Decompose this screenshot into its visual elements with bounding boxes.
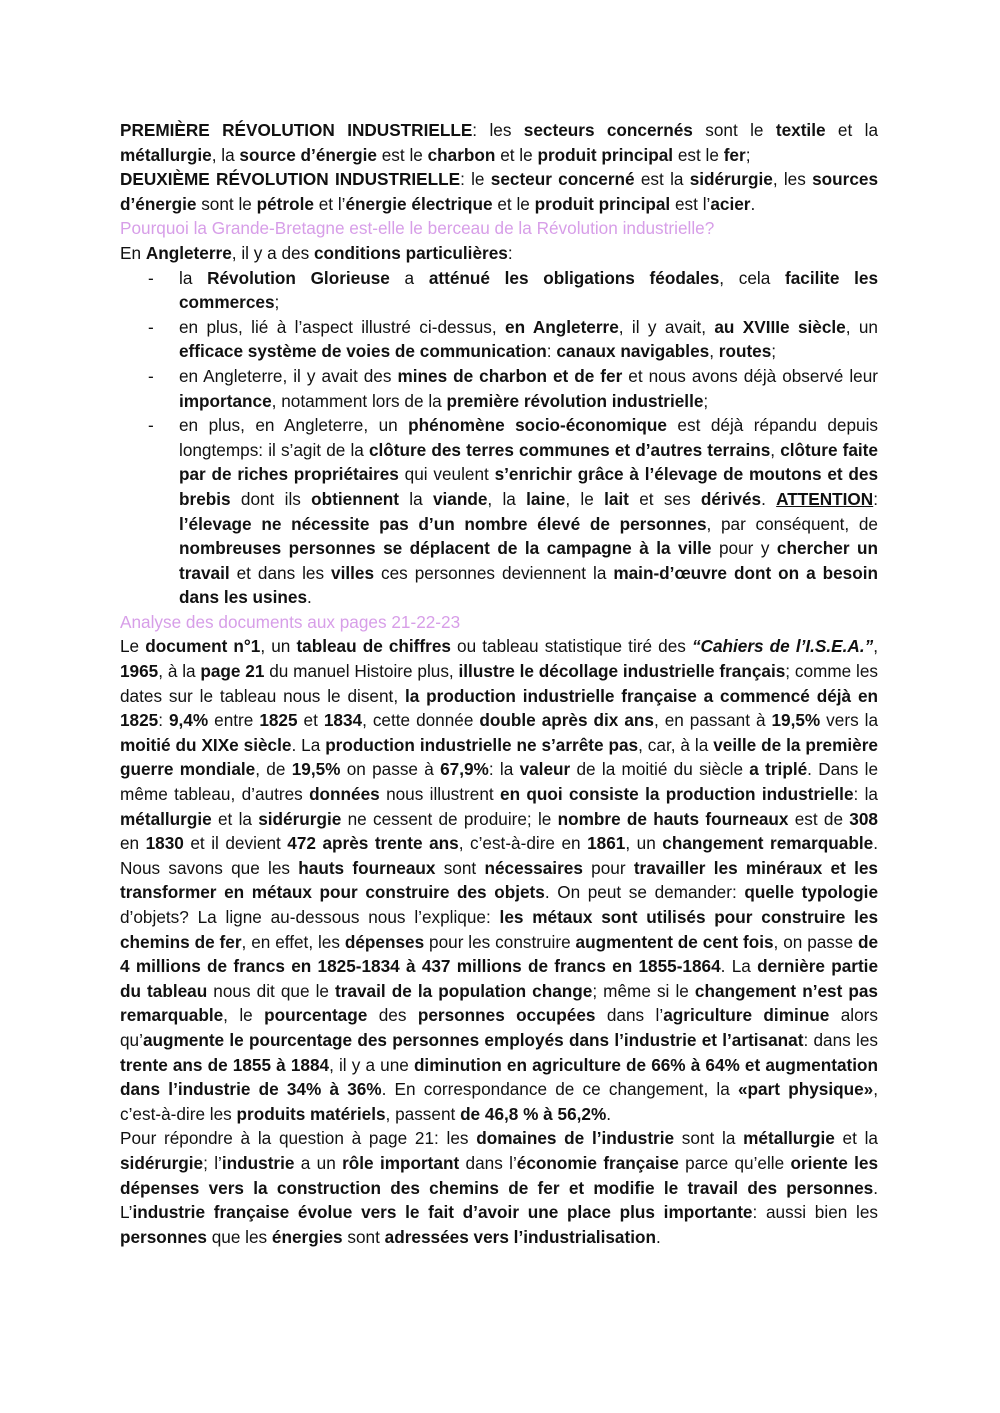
- emphasized-text: canaux navigables: [556, 341, 710, 362]
- text-run: :: [507, 242, 513, 263]
- emphasized-text: première révolution industrielle: [446, 390, 704, 411]
- text-run: est le: [376, 144, 428, 165]
- text-run: . Dans le même tableau, d’autres: [120, 759, 879, 805]
- emphasized-text: travailler les minéraux et les transformer en métaux pour construire des objets: [120, 857, 878, 903]
- text-run: sont: [342, 1226, 385, 1247]
- emphasized-text: en quoi consiste la production industrielle: [500, 784, 854, 805]
- emphasized-text: conditions particulières: [313, 242, 508, 263]
- text-run: .: [655, 1226, 661, 1247]
- emphasized-text: économie française: [516, 1152, 679, 1173]
- text-run: : la: [488, 759, 520, 780]
- emphasized-text: s’enrichir grâce à l’élevage de moutons et des brebis: [179, 464, 879, 509]
- text-run: ;: [274, 292, 280, 313]
- emphasized-text: illustre le décollage industrielle français: [458, 661, 786, 682]
- text-run: , cela: [719, 267, 785, 288]
- emphasized-text: veille de la première guerre mondiale: [120, 734, 878, 780]
- text-run: dans l’: [595, 1005, 664, 1026]
- emphasized-text: charbon: [427, 144, 496, 165]
- emphasized-text: mines de charbon et de fer: [397, 365, 623, 386]
- list-item: [120, 315, 878, 364]
- emphasized-text: laine: [526, 488, 566, 509]
- text-run: des: [367, 1005, 418, 1026]
- text-run: dans l’: [459, 1152, 517, 1173]
- text-run: a: [389, 267, 429, 288]
- emphasized-text: 472 après trente ans: [287, 833, 459, 854]
- text-run: .: [606, 1103, 612, 1124]
- emphasized-text: lait: [604, 488, 629, 509]
- emphasized-text: Révolution Glorieuse: [207, 267, 390, 288]
- emphasized-text: importance: [179, 390, 272, 411]
- text-run: .: [750, 193, 756, 214]
- emphasized-text: “Cahiers de l’I.S.E.A.”: [691, 636, 874, 657]
- emphasized-text: métallurgie: [743, 1128, 835, 1149]
- emphasized-text: secteurs concernés: [523, 120, 693, 140]
- emphasized-text: DEUXIÈME RÉVOLUTION INDUSTRIELLE: [120, 169, 461, 190]
- text-run: et la: [211, 808, 259, 829]
- emphasized-text: «part physique»: [737, 1079, 874, 1100]
- emphasized-text: 1825: [259, 710, 298, 731]
- emphasized-text: 19,5%: [291, 759, 341, 780]
- emphasized-text: personnes occupées: [417, 1005, 596, 1026]
- paragraph-first-revolution: [120, 118, 878, 167]
- text-run: , à la: [158, 661, 201, 682]
- emphasized-text: trente ans de 1855 à 1884: [120, 1054, 330, 1075]
- emphasized-text: secteur concerné: [490, 169, 635, 190]
- emphasized-text: 1830: [145, 833, 184, 854]
- text-run: ou tableau statistique tiré des: [450, 636, 692, 657]
- text-run: pour y: [711, 538, 777, 559]
- text-run: , en passant à: [653, 710, 772, 731]
- text-run: vers la: [820, 710, 879, 731]
- text-run: et nous avons déjà observé leur: [622, 365, 878, 386]
- emphasized-text: efficace système de voies de communication: [179, 341, 547, 362]
- text-run: .: [307, 587, 312, 608]
- text-run: , le: [565, 488, 605, 509]
- emphasized-text: nombre de hauts fourneaux: [557, 808, 789, 829]
- text-run: la: [399, 488, 433, 509]
- text-run: de la moitié du siècle: [570, 759, 750, 780]
- emphasized-text: sidérurgie: [258, 808, 342, 829]
- text-run: sont la: [674, 1128, 744, 1149]
- document-page: [120, 118, 878, 1249]
- text-run: , la: [487, 488, 527, 509]
- text-run: sont le: [196, 193, 257, 214]
- paragraph-document-1-analysis: [120, 634, 878, 1126]
- emphasized-text: clôture faite par de riches propriétaires: [179, 439, 878, 485]
- text-run: , car, à la: [638, 734, 714, 755]
- text-run: . La: [720, 956, 758, 977]
- emphasized-text: 1861: [587, 833, 626, 854]
- text-run: . Nous savons que les: [120, 833, 878, 878]
- text-run: et le: [492, 193, 535, 214]
- text-run: on passe à: [340, 759, 441, 780]
- emphasized-text: diminution en agriculture de 66% à 64% et augmentation dans l’industrie de 34% à 36%: [120, 1054, 878, 1100]
- text-run: d’objets? La ligne au-dessous nous l’explique:: [120, 907, 500, 927]
- emphasized-text: villes: [331, 562, 375, 583]
- text-run: : les: [472, 120, 524, 140]
- text-run: alors qu’: [120, 1005, 878, 1050]
- emphasized-text: augmentent de cent fois: [575, 931, 774, 952]
- emphasized-text: production industrielle ne s’arrête pas: [325, 734, 639, 755]
- emphasized-text: les métaux sont utilisés pour construire les chemins de fer: [120, 907, 878, 952]
- emphasized-text: a triplé: [749, 759, 808, 780]
- text-run: pour: [582, 857, 634, 878]
- text-run: : dans les: [803, 1029, 878, 1050]
- text-run: , on passe: [773, 931, 858, 952]
- emphasized-text: phénomène socio-économique: [408, 415, 667, 436]
- emphasized-text: double après dix ans: [479, 710, 654, 731]
- text-run: et l’: [313, 193, 346, 214]
- emphasized-text: sources d’énergie: [120, 169, 879, 214]
- text-run: et il devient: [183, 833, 288, 854]
- text-run: , c’est-à-dire en: [458, 833, 588, 854]
- emphasized-text: PREMIÈRE RÉVOLUTION INDUSTRIELLE: [120, 120, 473, 140]
- text-run: est l’: [670, 193, 711, 214]
- emphasized-text: pétrole: [256, 193, 314, 214]
- text-run: est de: [788, 808, 850, 829]
- text-run: , un: [845, 316, 878, 337]
- text-run: et: [297, 710, 324, 731]
- text-run: ,: [709, 341, 719, 362]
- text-run: ,: [770, 439, 781, 460]
- emphasized-text: produits matériels: [236, 1103, 386, 1124]
- list-item-text: [179, 366, 878, 411]
- emphasized-text: l’élevage ne nécessite pas d’un nombre élevé de personnes: [179, 513, 707, 534]
- emphasized-text: domaines de l’industrie: [476, 1128, 675, 1149]
- emphasized-text: dernière partie du tableau: [120, 956, 879, 1001]
- bullet-dash: -: [148, 316, 154, 337]
- emphasized-text: changement n’est pas remarquable: [120, 980, 878, 1026]
- emphasized-text: atténué les obligations féodales: [428, 267, 720, 288]
- emphasized-text: fer: [723, 144, 746, 165]
- text-run: , cette donnée: [362, 710, 480, 731]
- text-run: que les: [206, 1226, 272, 1247]
- emphasized-text: viande: [432, 488, 488, 509]
- emphasized-text: moitié du XIXe siècle: [120, 734, 292, 755]
- text-run: en plus, lié à l’aspect illustré ci-dessus,: [179, 316, 506, 337]
- emphasized-text: 1834: [323, 710, 363, 731]
- text-run: ,: [873, 636, 878, 657]
- list-item-text: [179, 415, 878, 607]
- emphasized-text: 67,9%: [440, 759, 489, 780]
- paragraph-second-revolution: [120, 167, 878, 216]
- emphasized-text: page 21: [200, 661, 265, 682]
- text-run: , il y a des: [231, 242, 314, 263]
- text-run: est le: [673, 144, 724, 165]
- emphasized-text: travail de la population change: [335, 980, 593, 1001]
- text-run: nous illustrent: [379, 784, 501, 805]
- text-run: et la: [834, 1128, 878, 1149]
- text-run: :: [873, 488, 878, 509]
- emphasized-text: augmente le pourcentage des personnes employés dans l’industrie et l’artisanat: [142, 1029, 804, 1050]
- text-run: entre: [208, 710, 260, 731]
- list-item: [120, 413, 878, 610]
- text-run: , un: [260, 636, 297, 657]
- emphasized-text: dépenses: [344, 931, 425, 952]
- text-run: , notamment lors de la: [271, 390, 447, 411]
- emphasized-text: document n°1: [145, 636, 261, 657]
- emphasized-text: changement remarquable: [662, 833, 874, 854]
- text-run: ;: [771, 341, 777, 362]
- emphasized-text: 1965: [120, 661, 159, 682]
- text-run: , par conséquent, de: [706, 513, 878, 534]
- text-run: , c’est-à-dire les: [120, 1079, 878, 1124]
- emphasized-text: agriculture diminue: [663, 1005, 830, 1026]
- emphasized-text: ATTENTION: [776, 488, 874, 509]
- text-run: est déjà répandu depuis longtemps: il s’agit de la: [179, 415, 879, 460]
- section-heading-document-analysis: Analyse des documents aux pages 21-22-23: [120, 611, 461, 632]
- list-item: [120, 266, 878, 315]
- text-run: , de: [255, 759, 292, 780]
- emphasized-text: textile: [775, 120, 826, 140]
- text-run: sont: [435, 857, 485, 878]
- emphasized-text: 19,5%: [771, 710, 821, 731]
- text-run: , passent: [385, 1103, 461, 1124]
- emphasized-text: nécessaires: [484, 857, 583, 878]
- emphasized-text: main-d’œuvre dont on a besoin dans les usines: [179, 562, 878, 608]
- text-run: parce qu’elle: [678, 1152, 791, 1173]
- text-run: En: [120, 242, 146, 263]
- text-run: , le: [223, 1005, 265, 1026]
- emphasized-text: dérivés: [700, 488, 762, 509]
- emphasized-text: obtiennent: [311, 488, 399, 509]
- emphasized-text: facilite les commerces: [179, 267, 879, 313]
- text-run: , un: [625, 833, 663, 854]
- emphasized-text: pourcentage: [264, 1005, 368, 1026]
- text-run: et la: [825, 120, 879, 140]
- text-run: a un: [294, 1152, 343, 1173]
- emphasized-text: clôture des terres communes et d’autres terrains: [368, 439, 771, 460]
- text-run: la: [179, 267, 208, 288]
- emphasized-text: source d’énergie: [239, 144, 377, 165]
- text-run: du manuel Histoire plus,: [264, 661, 459, 682]
- text-run: ;: [745, 144, 751, 165]
- text-run: : le: [460, 169, 491, 190]
- text-run: ;: [703, 390, 709, 411]
- emphasized-text: industrie française évolue vers le fait d’avoir une place plus importante: [132, 1202, 753, 1223]
- emphasized-text: énergies: [271, 1226, 343, 1247]
- text-run: Pour répondre à la question à page 21: les: [120, 1128, 477, 1149]
- text-run: . L’: [120, 1177, 878, 1223]
- text-run: ne cessent de produire; le: [341, 808, 558, 829]
- conditions-list: [120, 266, 878, 610]
- emphasized-text: de 46,8 % à 56,2%: [460, 1103, 607, 1124]
- text-run: , en effet, les: [241, 931, 345, 952]
- list-item: [120, 364, 878, 413]
- emphasized-text: métallurgie: [120, 808, 212, 829]
- text-run: : aussi bien les: [752, 1202, 878, 1223]
- emphasized-text: données: [309, 784, 380, 805]
- text-run: . On peut se demander:: [544, 882, 745, 903]
- emphasized-text: énergie électrique: [345, 193, 493, 214]
- paragraph-intro-england: [120, 241, 878, 266]
- bullet-dash: -: [148, 415, 154, 436]
- emphasized-text: en Angleterre: [505, 316, 619, 337]
- emphasized-text: quelle typologie: [744, 882, 879, 903]
- emphasized-text: la production industrielle française a commencé déjà en 1825: [120, 685, 878, 731]
- text-run: Le: [120, 636, 146, 657]
- list-item-text: [179, 317, 878, 362]
- emphasized-text: Angleterre: [145, 242, 232, 263]
- text-run: , la: [211, 144, 240, 165]
- text-run: dont ils: [230, 488, 312, 509]
- list-item-text: [179, 268, 878, 313]
- emphasized-text: rôle important: [342, 1152, 460, 1173]
- emphasized-text: routes: [718, 341, 772, 362]
- text-run: en: [120, 833, 146, 854]
- emphasized-text: oriente les dépenses vers la construction des chemins de fer et modifie le travail des personnes: [120, 1152, 879, 1198]
- emphasized-text: adressées vers l’industrialisation: [384, 1226, 656, 1247]
- emphasized-text: 9,4%: [169, 710, 209, 731]
- text-run: en plus, en Angleterre, un: [179, 415, 409, 436]
- text-run: , les: [772, 169, 813, 190]
- text-run: .: [761, 488, 777, 509]
- emphasized-text: chercher un travail: [179, 538, 878, 583]
- text-run: sont le: [692, 120, 776, 140]
- text-run: et le: [495, 144, 538, 165]
- text-run: , il y avait,: [618, 316, 715, 337]
- emphasized-text: produit principal: [537, 144, 674, 165]
- emphasized-text: de 4 millions de francs en 1825-1834 à 437 millions de francs en 1855-1864: [120, 931, 879, 977]
- text-run: ces personnes deviennent la: [374, 562, 614, 583]
- text-run: :: [158, 710, 169, 731]
- text-run: . En correspondance de ce changement, la: [381, 1079, 738, 1100]
- emphasized-text: 308: [849, 808, 878, 829]
- text-run: et ses: [628, 488, 701, 509]
- text-run: en Angleterre, il y avait des: [179, 365, 398, 386]
- emphasized-text: métallurgie: [120, 144, 212, 165]
- text-run: , il y a une: [329, 1054, 414, 1075]
- text-run: : la: [853, 784, 878, 805]
- emphasized-text: sidérurgie: [689, 169, 773, 190]
- emphasized-text: nombreuses personnes se déplacent de la campagne à la ville: [179, 538, 712, 559]
- text-run: . La: [291, 734, 326, 755]
- emphasized-text: personnes: [120, 1226, 207, 1247]
- bullet-dash: -: [148, 267, 154, 288]
- section-heading-why-britain: Pourquoi la Grande-Bretagne est-elle le berceau de la Révolution industrielle?: [120, 218, 715, 239]
- emphasized-text: valeur: [519, 759, 571, 780]
- bullet-dash: -: [148, 365, 154, 386]
- emphasized-text: hauts fourneaux: [298, 857, 436, 878]
- text-run: :: [546, 341, 557, 362]
- text-run: qui veulent: [398, 464, 495, 485]
- emphasized-text: industrie: [221, 1152, 295, 1173]
- text-run: et dans les: [229, 562, 332, 583]
- emphasized-text: acier: [710, 193, 751, 214]
- text-run: nous dit que le: [207, 980, 336, 1001]
- emphasized-text: tableau de chiffres: [296, 636, 451, 657]
- emphasized-text: sidérurgie: [120, 1152, 204, 1173]
- text-run: ; l’: [203, 1152, 222, 1173]
- text-run: pour les construire: [424, 931, 576, 952]
- emphasized-text: au XVIIIe siècle: [714, 316, 846, 337]
- paragraph-answer-page-21: [120, 1126, 878, 1249]
- text-run: ; comme les dates sur le tableau nous le disent,: [120, 661, 878, 706]
- text-run: est la: [634, 169, 690, 190]
- text-run: ; même si le: [592, 980, 695, 1001]
- emphasized-text: produit principal: [534, 193, 671, 214]
